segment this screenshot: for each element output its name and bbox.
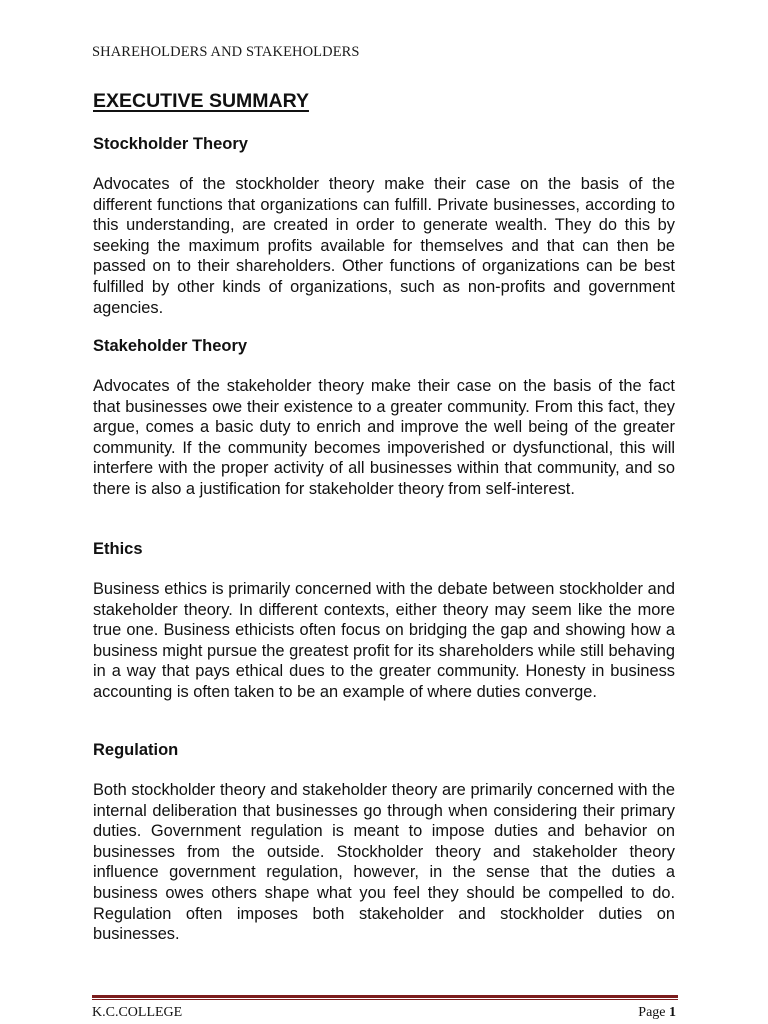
section-body-regulation: Both stockholder theory and stakeholder theory are primarily concerned with the internal deliberation that businesses go through when considering their primary duties. Government regulation is meant to impose duties and behavior on businesses from the outside. Stockholder theory and stakeholder theory influence government regulation, however, in the sense that the duties a business owes others shape what you feel they should be compelled to do. Regulation often imposes both stakeholder and stockholder duties on businesses. xyxy=(93,781,675,944)
footer-page-indicator xyxy=(638,1005,676,1021)
section-body-stakeholder-theory: Advocates of the stakeholder theory make their case on the basis of the fact that businesses owe their existence to a greater community. From this fact, they argue, comes a basic duty to enrich and improve the well being of the greater community. If the community becomes impoverished or dysfunctional, this will interfere with the proper activity of all businesses within that community, and so there is also a justification for stakeholder theory from self-interest. xyxy=(93,377,675,498)
section-heading-stakeholder-theory: Stakeholder Theory xyxy=(93,337,248,355)
section-heading-regulation: Regulation xyxy=(93,741,179,759)
footer-rule xyxy=(92,995,678,998)
section-heading-ethics: Ethics xyxy=(93,540,143,558)
footer-college-name: K.C.COLLEGE xyxy=(92,1005,183,1020)
page-number: 1 xyxy=(669,1005,676,1020)
section-body-ethics: Business ethics is primarily concerned with the debate between stockholder and stakeholder theory. In different contexts, either theory may seem like the more true one. Business ethicists often focus on bridging the gap and showing how a business might pursue the greatest profit for its shareholders while still behaving in a way that pays ethical dues to the greater community. Honesty in business accounting is often taken to be an example of where duties converge. xyxy=(93,580,675,701)
page-label: Page xyxy=(638,1005,666,1020)
running-header: SHAREHOLDERS AND STAKEHOLDERS xyxy=(92,44,360,60)
section-heading-stockholder-theory: Stockholder Theory xyxy=(93,135,248,153)
section-body-stockholder-theory: Advocates of the stockholder theory make their case on the basis of the different functions that organizations can fulfill. Private businesses, according to this understanding, are created in order to generate wealth. They do this by seeking the maximum profits available for themselves and that can then be passed on to their shareholders. Other functions of organizations can be best fulfilled by other kinds of organizations, such as non-profits and government agencies. xyxy=(93,175,675,317)
page-title: EXECUTIVE SUMMARY xyxy=(93,90,309,112)
